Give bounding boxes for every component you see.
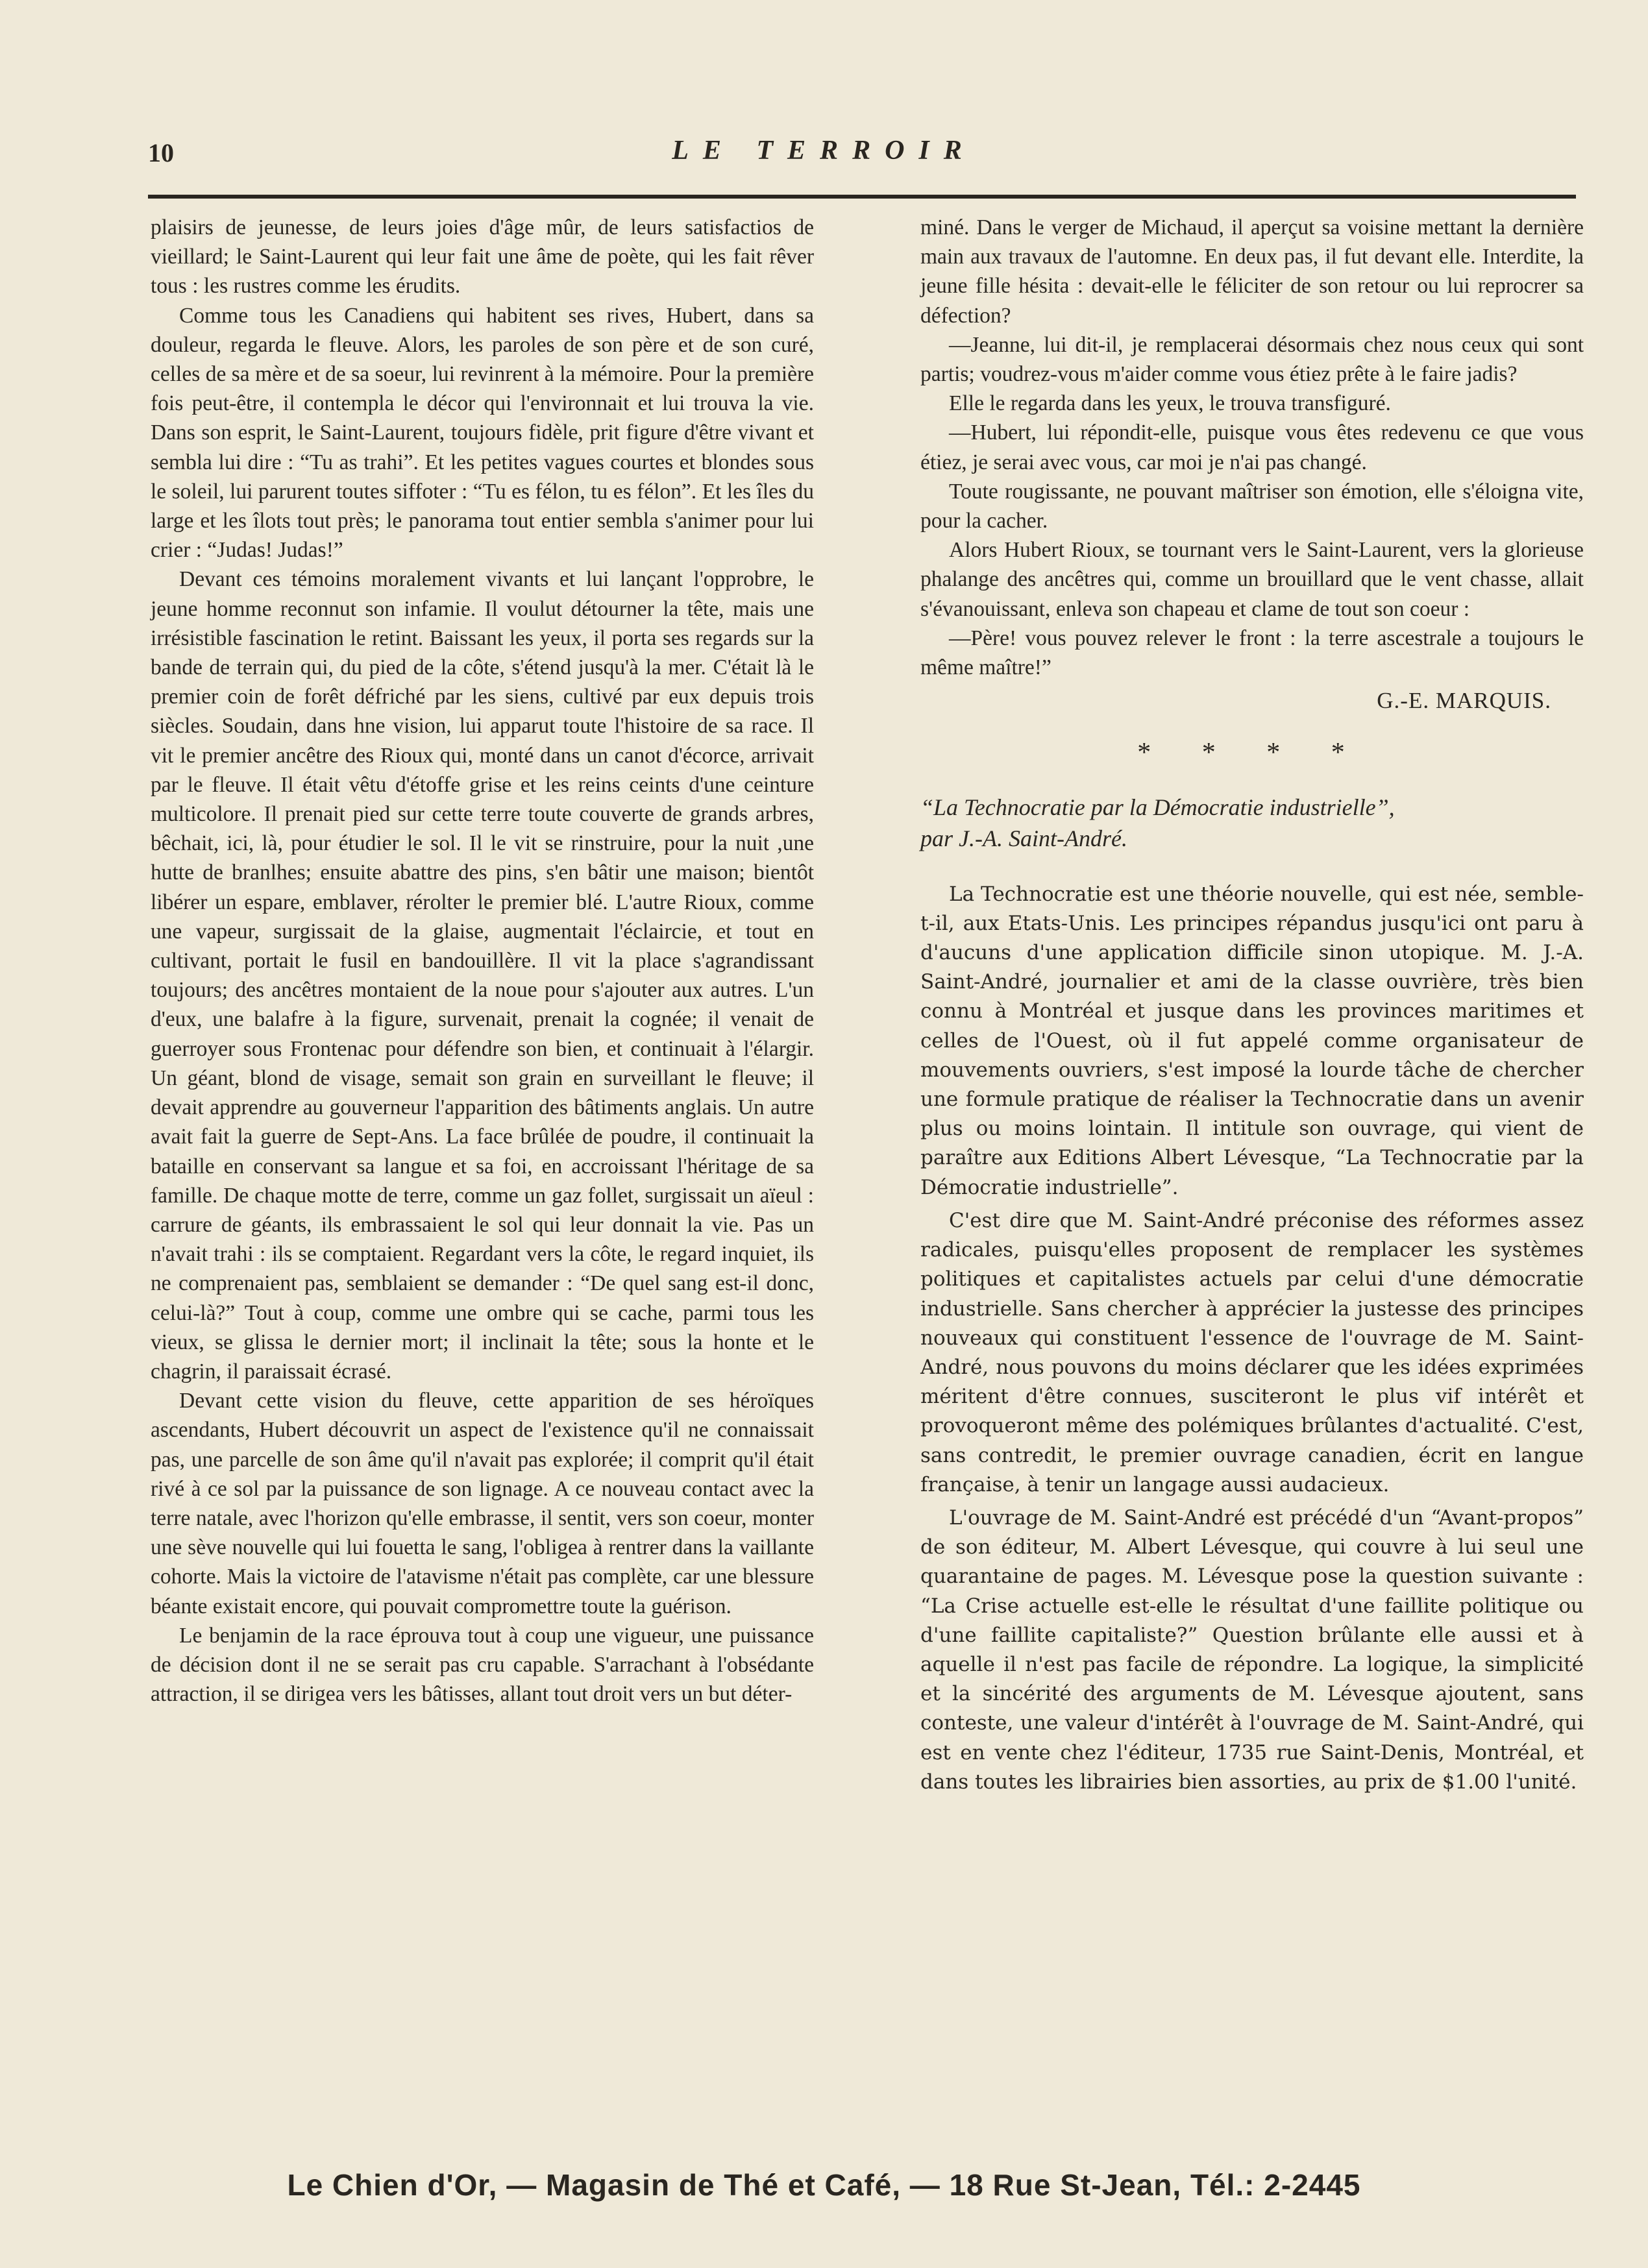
right-column [920, 213, 1584, 1797]
review-title: “La Technocratie par la Démocratie industrielle”, [920, 794, 1395, 820]
review-heading [920, 792, 1584, 854]
author-signature: G.-E. MARQUIS. [1377, 688, 1551, 714]
section-separator: * * * * [1137, 738, 1367, 768]
left-paragraph-3: Devant ces témoins moralement vivants et lui lançant l'opprobre, le jeune homme reconnut son infamie. Il voulut détourner la tête, mais une irrésistible fascination le retint. Baissant les yeux, il porta ses regards sur la bande de terrain qui, du pied de la côte, s'étend jusqu'à la mer. C'était là le premier coin de forêt défriché par les siens, cultivé par eux depuis trois siècles. Soudain, dans hne vision, lui apparut toute l'histoire de sa race. Il vit le premier ancêtre des Rioux qui, monté dans un canot d'écorce, arrivait par le fleuve. Il était vêtu d'étoffe grise et les reins ceints d'une ceinture multicolore. Il prenait pied sur cette terre toute couverte de grands arbres, bêchait, ici, là, pour étudier le sol. Il le vit se rinstruire, pour la nuit ,une hutte de branlhes; ensuite abattre des pins, s'en bâtir une maison; bientôt libérer un espare, emblaver, rérolter le premier blé. L'autre Rioux, comme une vapeur, surgissait de la glaise, augmentait l'éclaircie, et tout en cultivant, portait le fusil en bandouillère. Il vit la place s'agrandissant toujours; des ancêtres montaient de la noue pour s'ajouter aux autres. L'un d'eux, une balafre à la figure, survenait, prenait la cognée; il venait de guerroyer sous Frontenac pour défendre son bien, et continuait à l'élargir. Un géant, blond de visage, semait son grain en surveillant le fleuve; il devait apprendre au gouverneur l'apparition des bâtiments anglais. Un autre avait fait la guerre de Sept-Ans. La face brûlée de poudre, il continuait la bataille en conservant sa langue et sa foi, en accroissant l'héritage de sa famille. De chaque motte de terre, comme un gaz follet, surgissait un aïeul : carrure de géants, ils embrassaient le sol qui leur donnait la vie. Pas un n'avait trahi : ils se comptaient. Regardant vers la côte, le regard inquiet, ils ne comprenaient pas, semblaient se demander : “De quel sang est-il donc, celui-là?” Tout à coup, comme une ombre qui se cache, parmi tous les vieux, se glissa le dernier mort; il inclinait la tête; sous la honte et le chagrin, il paraissait écrasé. [151, 567, 814, 1384]
right-paragraph-7: —Père! vous pouvez relever le front : la terre ascestrale a toujours le même maître!” [920, 626, 1584, 680]
left-column [151, 213, 814, 1709]
left-paragraph-4: Devant cette vision du fleuve, cette apparition de ses héroïques ascendants, Hubert découvrit un aspect de l'existence qu'il ne connaissait pas, une parcelle de son âme qu'il n'avait pas explorée; il comprit qu'il était rivé à ce sol par la puissance de son lignage. A ce nouveau contact avec la terre natale, avec l'horizon qu'elle embrasse, il sentit, vers son coeur, monter une sève nouvelle qui lui fouetta le sang, l'obligea à rentrer dans la vaillante cohorte. Mais la victoire de l'atavisme n'était pas complète, car une blessure béante existait encore, qui pouvait compromettre toute la guérison. [151, 1389, 814, 1618]
right-paragraph-2: —Jeanne, lui dit-il, je remplacerai désormais chez nous ceux qui sont partis; voudrez-vous m'aider comme vous étiez prête à le faire jadis? [920, 332, 1584, 387]
left-paragraph-2: Comme tous les Canadiens qui habitent ses rives, Hubert, dans sa douleur, regarda le fleuve. Alors, les paroles de son père et de son curé, celles de sa mère et de sa soeur, lui revinrent à la mémoire. Pour la première fois peut-être, il contempla le décor qui l'environnait et lui trouva la vie. Dans son esprit, le Saint-Laurent, toujours fidèle, prit figure d'être vivant et sembla lui dire : “Tu as trahi”. Et les petites vagues courtes et blondes sous le soleil, lui parurent toutes siffoter : “Tu es félon, tu es félon”. Et les îles du large et les îlots tout près; le panorama tout entier sembla s'animer pour lui crier : “Judas! Judas!” [151, 303, 814, 563]
review-paragraph-1: La Technocratie est une théorie nouvelle, qui est née, semble-t-il, aux Etats-Unis. Les principes répandus jusqu'ici ont paru à d'aucuns d'une application difficile sinon utopique. M. J.-A. Saint-André, journalier et ami de la classe ouvrière, très bien connu à Montréal et jusque dans les provinces maritimes et celles de l'Ouest, où il fut appelé comme organisateur de mouvements ouvriers, s'est imposé la lourde tâche de chercher une formule pratique de réaliser la Technocratie dans un avenir plus ou moins lointain. Il intitule son ouvrage, qui vient de paraître aux Editions Albert Lévesque, “La Technocratie par la Démocratie industrielle”. [920, 882, 1584, 1199]
page-number: 10 [148, 138, 174, 167]
footer-advertisement: Le Chien d'Or, — Magasin de Thé et Café, — 18 Rue St-Jean, Tél.: 2-2445 [287, 2168, 1361, 2202]
review-paragraph-3: L'ouvrage de M. Saint-André est précédé d'un “Avant-propos” de son éditeur, M. Albert Lévesque, qui couvre à lui seul une quarantaine de pages. M. Lévesque pose la question suivante : “La Crise actuelle est-elle le résultat d'une faillite politique ou d'une faillite capitaliste?” Question brûlante elle aussi et à aquelle il n'est pas facile de répondre. La logique, la simplicité et la sincérité des arguments de M. Lévesque ajoutent, sans conteste, une valeur d'intérêt à l'ouvrage de M. Saint-André, qui est en vente chez l'éditeur, 1735 rue Saint-Denis, Montréal, et dans toutes les librairies bien assorties, au prix de $1.00 l'unité. [920, 1506, 1584, 1794]
journal-title: LE TERROIR [672, 136, 976, 165]
review-paragraph-2: C'est dire que M. Saint-André préconise des réformes assez radicales, puisqu'elles proposent de remplacer les systèmes politiques et capitalistes actuels par celui d'une démocratie industrielle. Sans chercher à apprécier la justesse des principes nouveaux qui constituent l'essence de l'ouvrage de M. Saint-André, nous pouvons du moins déclarer que les idées exprimées méritent d'être connues, susciteront le plus vif intérêt et provoqueront même des polémiques brûlantes d'actualité. C'est, sans contredit, le premier ouvrage canadien, écrit en langue française, à tenir un langage aussi audacieux. [920, 1208, 1584, 1496]
right-paragraph-4: —Hubert, lui répondit-elle, puisque vous êtes redevenu ce que vous étiez, je serai avec vous, car moi je n'ai pas changé. [920, 421, 1584, 474]
right-paragraph-1: miné. Dans le verger de Michaud, il aperçut sa voisine mettant la dernière main aux travaux de l'automne. En deux pas, il fut devant elle. Interdite, la jeune fille hésita : devait-elle le féliciter de son retour ou lui reprocrer sa défection? [920, 215, 1584, 328]
right-paragraph-3: Elle le regarda dans les yeux, le trouva transfiguré. [949, 391, 1391, 416]
review-author: par J.-A. Saint-André. [920, 825, 1127, 851]
right-paragraph-6: Alors Hubert Rioux, se tournant vers le Saint-Laurent, vers la glorieuse phalange des ancêtres qui, comme un brouillard que le vent chasse, allait s'évanouissant, enleva son chapeau et clame de tout son coeur : [920, 538, 1584, 621]
review-body [920, 880, 1584, 1797]
left-paragraph-1: plaisirs de jeunesse, de leurs joies d'âge mûr, de leurs satisfactios de vieillard; le Saint-Laurent qui leur fait une âme de poète, qui les fait rêver tous : les rustres comme les érudits. [151, 215, 814, 299]
right-paragraph-5: Toute rougissante, ne pouvant maîtriser son émotion, elle s'éloigna vite, pour la cacher. [920, 479, 1584, 533]
left-paragraph-5: Le benjamin de la race éprouva tout à coup une vigueur, une puissance de décision dont il ne se serait pas cru capable. S'arrachant à l'obsédante attraction, il se dirigea vers les bâtisses, allant tout droit vers un but déter- [151, 1623, 814, 1707]
header-rule [148, 195, 1576, 199]
